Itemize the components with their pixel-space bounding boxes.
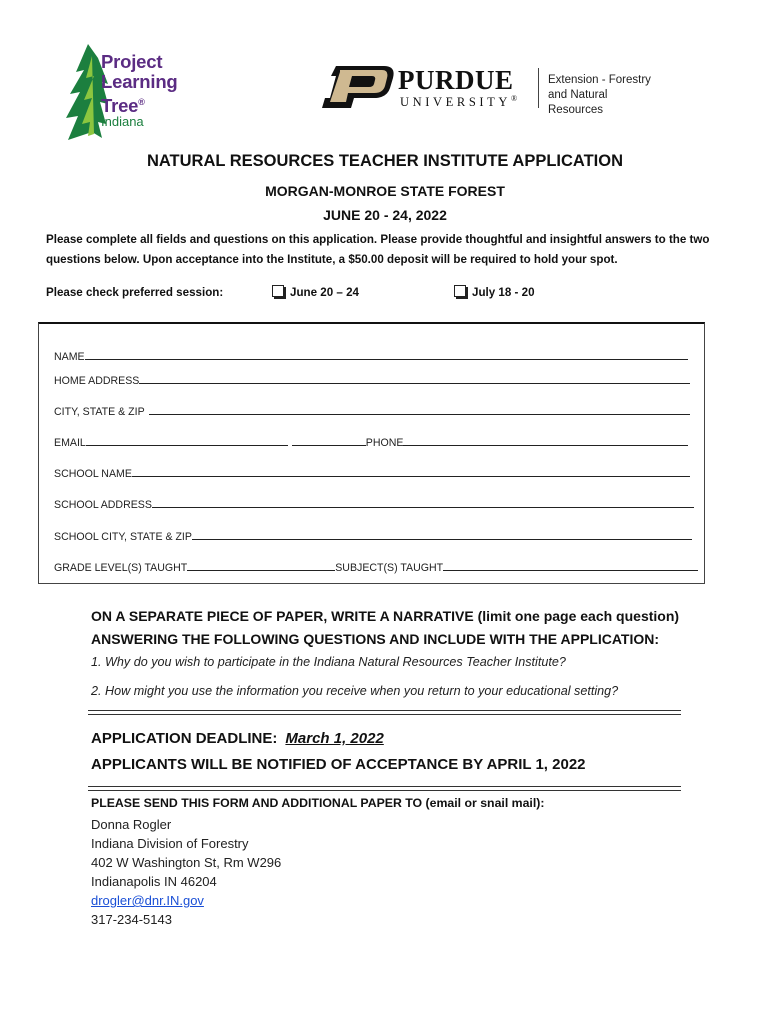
contact-org: Indiana Division of Forestry	[91, 836, 249, 851]
city-state-zip-label: CITY, STATE & ZIP	[54, 406, 145, 418]
name-field[interactable]	[54, 350, 688, 363]
divider	[88, 710, 681, 715]
subjects-line[interactable]	[443, 561, 698, 571]
send-instructions: PLEASE SEND THIS FORM AND ADDITIONAL PAPER TO (email or snail mail):	[91, 796, 545, 810]
school-address-field[interactable]	[54, 498, 694, 511]
logo-divider	[538, 68, 539, 108]
contact-name: Donna Rogler	[91, 817, 172, 832]
school-name-label: SCHOOL NAME	[54, 468, 132, 480]
school-city-field[interactable]	[54, 530, 692, 543]
project-learning-tree-logo	[62, 42, 217, 146]
dates-title: JUNE 20 - 24, 2022	[323, 207, 447, 223]
contact-street: 402 W Washington St, Rm W296	[91, 855, 282, 870]
email-label: EMAIL	[54, 437, 86, 449]
checkbox-july[interactable]	[454, 285, 466, 297]
session-label: Please check preferred session:	[46, 286, 224, 299]
purdue-logo	[318, 64, 658, 116]
purdue-p-icon	[318, 64, 396, 110]
email-phone-field[interactable]	[54, 436, 688, 449]
session-option-july[interactable]	[454, 285, 535, 299]
phone-line[interactable]	[403, 436, 688, 446]
school-address-line[interactable]	[152, 498, 694, 508]
email-line[interactable]	[86, 436, 288, 446]
purdue-reg: ®	[511, 94, 518, 103]
checkbox-june[interactable]	[272, 285, 284, 297]
contact-phone: 317-234-5143	[91, 912, 172, 927]
grade-label: GRADE LEVEL(S) TAUGHT	[54, 562, 188, 574]
deadline	[91, 730, 384, 747]
purdue-university: UNIVERSITY	[400, 95, 511, 110]
contact-email-link[interactable]: drogler@dnr.IN.gov	[91, 893, 204, 908]
extension-line2: and Natural Resources	[548, 89, 608, 116]
intro-text: Please complete all fields and questions on this application. Please provide thoughtful and insightful answers to the two questions below. Upon acceptance into the Institute, a $50.00 deposit will be required to hold your spot.	[46, 233, 710, 266]
school-city-line[interactable]	[192, 530, 692, 540]
notification-date: APPLICANTS WILL BE NOTIFIED OF ACCEPTANCE BY APRIL 1, 2022	[91, 756, 586, 773]
narrative-instruction-2: ANSWERING THE FOLLOWING QUESTIONS AND INCLUDE WITH THE APPLICATION:	[91, 631, 660, 647]
name-line[interactable]	[85, 350, 688, 360]
school-name-line[interactable]	[132, 467, 690, 477]
question-2: 2. How might you use the information you receive when you return to your educational setting?	[91, 684, 619, 698]
email-line-2[interactable]	[292, 436, 366, 446]
school-name-field[interactable]	[54, 467, 690, 480]
phone-label: PHONE	[365, 437, 404, 449]
session-option-june-label: June 20 – 24	[290, 286, 359, 299]
plt-indiana: Indiana	[101, 114, 144, 129]
city-state-zip-field[interactable]	[54, 405, 690, 418]
question-1: 1. Why do you wish to participate in the Indiana Natural Resources Teacher Institute?	[91, 655, 566, 669]
home-address-field[interactable]	[54, 374, 690, 387]
extension-line1: Extension - Forestry	[548, 74, 651, 86]
plt-reg: ®	[138, 97, 145, 107]
divider	[88, 786, 681, 791]
plt-line1: Project	[101, 51, 163, 72]
subjects-label: SUBJECT(S) TAUGHT	[335, 562, 444, 574]
school-city-label: SCHOOL CITY, STATE & ZIP	[54, 531, 192, 543]
home-address-label: HOME ADDRESS	[54, 375, 140, 387]
school-address-label: SCHOOL ADDRESS	[54, 499, 152, 511]
name-label: NAME	[54, 351, 85, 363]
plt-line3: Tree	[101, 95, 139, 117]
city-state-zip-line[interactable]	[149, 405, 690, 415]
contact-city: Indianapolis IN 46204	[91, 874, 217, 889]
session-option-july-label: July 18 - 20	[472, 286, 535, 299]
home-address-line[interactable]	[139, 374, 690, 384]
grade-line[interactable]	[187, 561, 335, 571]
location-title: MORGAN-MONROE STATE FOREST	[265, 183, 505, 199]
deadline-label: APPLICATION DEADLINE:	[91, 730, 278, 747]
session-option-june[interactable]	[272, 285, 359, 299]
grade-subject-field[interactable]	[54, 561, 698, 574]
deadline-date: March 1, 2022	[285, 730, 384, 747]
plt-line2: Learning	[101, 71, 178, 92]
narrative-instruction-1: ON A SEPARATE PIECE OF PAPER, WRITE A NARRATIVE (limit one page each question)	[91, 608, 680, 624]
page-title: NATURAL RESOURCES TEACHER INSTITUTE APPLICATION	[146, 152, 624, 170]
purdue-name: PURDUE	[398, 65, 514, 95]
